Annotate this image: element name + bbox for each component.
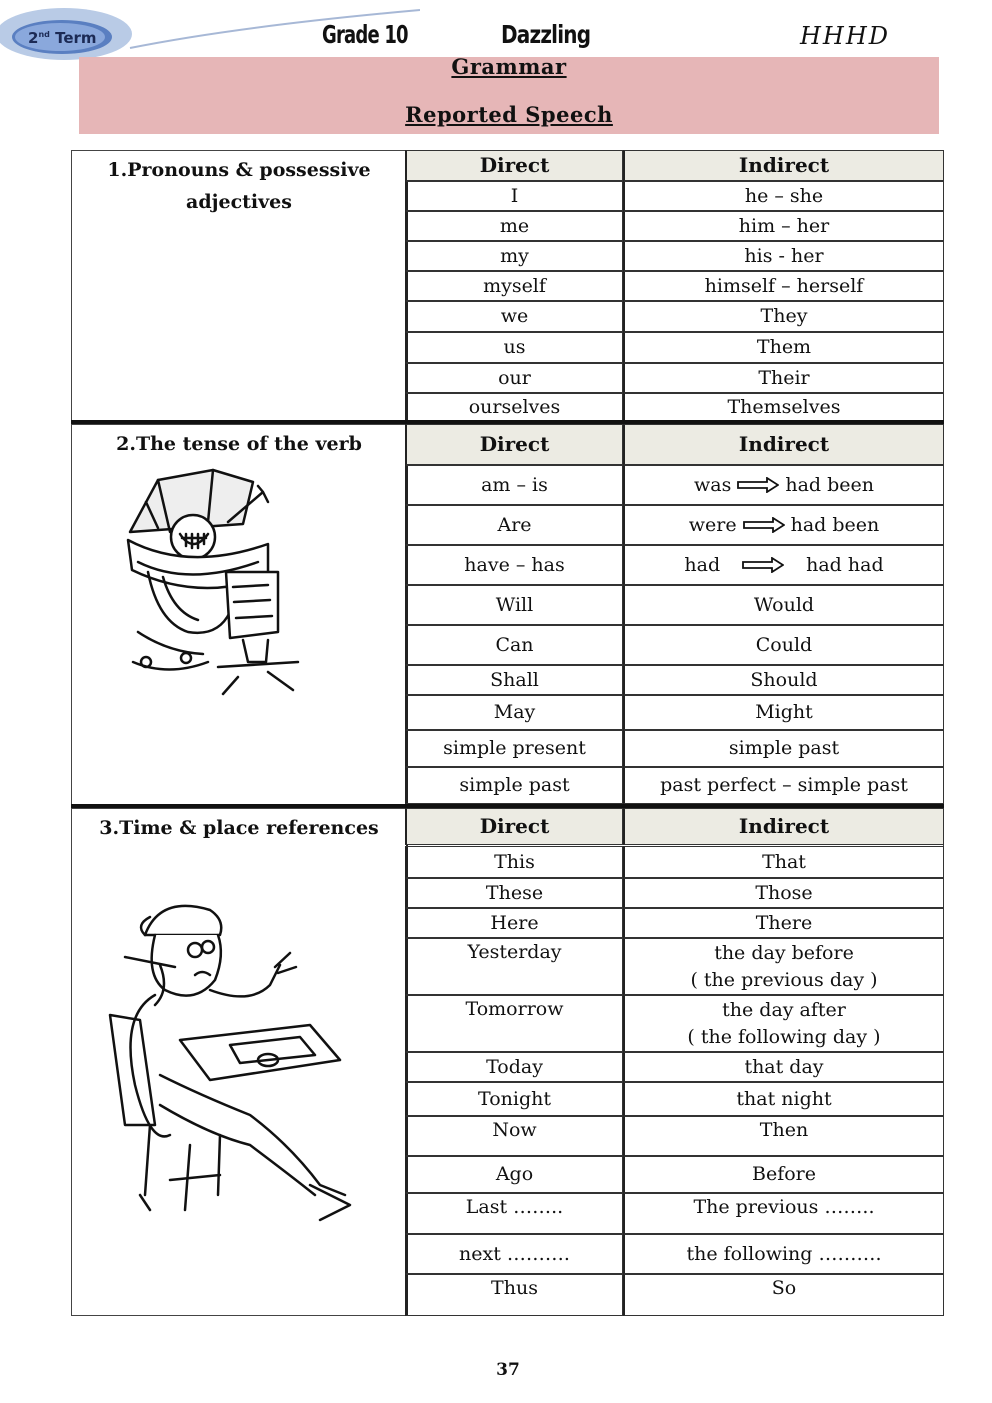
table-row — [405, 665, 944, 695]
indirect-to: had had — [806, 553, 884, 576]
cell-indirect: simple past — [623, 730, 944, 767]
cell-indirect — [623, 995, 944, 1052]
cell-indirect: Should — [623, 665, 944, 695]
column-header-indirect: Indirect — [623, 808, 944, 845]
page-number: 37 — [496, 1360, 520, 1380]
cell-direct: myself — [405, 271, 623, 301]
cell-direct: am – is — [405, 465, 623, 505]
indirect-to: had been — [790, 513, 880, 536]
cell-indirect: So — [623, 1274, 944, 1316]
cell-direct: me — [405, 211, 623, 241]
table-row — [405, 363, 944, 393]
section-title: 1.Pronouns & possessive adjectives — [107, 159, 371, 213]
cell-direct: Are — [405, 505, 623, 545]
cell-direct: us — [405, 332, 623, 363]
cell-direct: Yesterday — [405, 938, 623, 995]
cell-indirect — [623, 938, 944, 995]
cell-indirect: that day — [623, 1052, 944, 1082]
table-row — [405, 625, 944, 665]
cell-direct: Can — [405, 625, 623, 665]
banner-topic: Reported Speech — [405, 102, 613, 127]
cell-direct: simple present — [405, 730, 623, 767]
cell-indirect: himself – herself — [623, 271, 944, 301]
column-header-indirect: Indirect — [623, 150, 944, 181]
section-title: 3.Time & place references — [99, 817, 379, 839]
table-row — [405, 878, 944, 908]
cell-direct: have – has — [405, 545, 623, 585]
cell-direct: our — [405, 363, 623, 393]
table-row — [405, 271, 944, 301]
cell-indirect — [623, 505, 944, 545]
table-row — [405, 181, 944, 211]
cell-indirect: Them — [623, 332, 944, 363]
column-header-direct: Direct — [405, 808, 623, 845]
cell-direct: Now — [405, 1116, 623, 1156]
column-header-direct: Direct — [405, 150, 623, 181]
cell-direct: Last …….. — [405, 1193, 623, 1234]
table-row — [405, 1156, 944, 1193]
cell-indirect: his - her — [623, 241, 944, 271]
cell-direct: Today — [405, 1052, 623, 1082]
section-title-cell — [72, 151, 408, 421]
column-header-direct: Direct — [405, 424, 623, 465]
table-row — [405, 938, 944, 995]
term-badge — [0, 4, 134, 58]
table-row — [405, 505, 944, 545]
cell-direct: Thus — [405, 1274, 623, 1316]
table-row — [405, 1274, 944, 1316]
table-row — [405, 211, 944, 241]
indirect-main: the day after — [722, 998, 846, 1021]
cell-indirect: Would — [623, 585, 944, 625]
table-row — [405, 393, 944, 422]
cell-indirect: Might — [623, 695, 944, 730]
cell-indirect — [623, 545, 944, 585]
cell-direct: Tonight — [405, 1082, 623, 1116]
table-row — [405, 695, 944, 730]
indirect-from: were — [688, 513, 737, 536]
cell-indirect: the following ………. — [623, 1234, 944, 1274]
author-signature: HHHD — [800, 22, 891, 50]
table-header-row — [405, 424, 944, 465]
cell-direct: Here — [405, 908, 623, 938]
cell-indirect: They — [623, 301, 944, 332]
cell-indirect: him – her — [623, 211, 944, 241]
indirect-from: had — [684, 553, 721, 576]
desk-cartoon-illustration — [118, 462, 308, 697]
table-row — [405, 1082, 944, 1116]
table-row — [405, 465, 944, 505]
arrow-right-icon — [742, 557, 784, 573]
cell-indirect: That — [623, 846, 944, 878]
cell-direct: Tomorrow — [405, 995, 623, 1052]
book-title: Dazzling — [501, 20, 591, 49]
column-header-indirect: Indirect — [623, 424, 944, 465]
cell-direct: Ago — [405, 1156, 623, 1193]
table-row — [405, 1116, 944, 1156]
cell-direct: This — [405, 846, 623, 878]
cell-direct: next ………. — [405, 1234, 623, 1274]
cell-indirect: Those — [623, 878, 944, 908]
indirect-main: the day before — [714, 941, 854, 964]
arrow-right-icon — [743, 517, 785, 533]
cell-indirect: Before — [623, 1156, 944, 1193]
cell-indirect: The previous …….. — [623, 1193, 944, 1234]
cell-direct: May — [405, 695, 623, 730]
cell-indirect: that night — [623, 1082, 944, 1116]
table-header-row — [405, 808, 944, 845]
title-banner — [79, 54, 939, 134]
table-row — [405, 545, 944, 585]
cell-indirect: There — [623, 908, 944, 938]
cell-direct: simple past — [405, 767, 623, 804]
cell-indirect: past perfect – simple past — [623, 767, 944, 804]
cell-indirect — [623, 465, 944, 505]
indirect-alt: ( the previous day ) — [690, 968, 878, 991]
table-row — [405, 241, 944, 271]
table-row — [405, 846, 944, 878]
table-row — [405, 332, 944, 363]
table-row — [405, 1234, 944, 1274]
table-row — [405, 585, 944, 625]
table-row — [405, 1193, 944, 1234]
indirect-to: had been — [785, 473, 874, 496]
arrow-right-icon — [737, 477, 779, 493]
student-cartoon-illustration — [100, 895, 360, 1230]
cell-indirect: he – she — [623, 181, 944, 211]
cell-direct: we — [405, 301, 623, 332]
cell-direct: my — [405, 241, 623, 271]
cell-direct: ourselves — [405, 393, 623, 422]
cell-indirect: Could — [623, 625, 944, 665]
cell-direct: Shall — [405, 665, 623, 695]
table-row — [405, 1052, 944, 1082]
cell-direct: These — [405, 878, 623, 908]
cell-indirect: Their — [623, 363, 944, 393]
indirect-alt: ( the following day ) — [687, 1025, 881, 1048]
cell-direct: Will — [405, 585, 623, 625]
table-row — [405, 767, 944, 804]
grade-label: Grade 10 — [322, 20, 408, 49]
banner-subject: Grammar — [451, 54, 567, 79]
cell-direct: I — [405, 181, 623, 211]
table-row — [405, 301, 944, 332]
section-title: 2.The tense of the verb — [116, 433, 362, 455]
table-header-row — [405, 150, 944, 181]
table-row — [405, 730, 944, 767]
table-row — [405, 908, 944, 938]
cell-indirect: Themselves — [623, 393, 944, 422]
table-row — [405, 995, 944, 1052]
indirect-from: was — [694, 473, 732, 496]
cell-indirect: Then — [623, 1116, 944, 1156]
term-label: 2nd Term — [28, 29, 97, 47]
